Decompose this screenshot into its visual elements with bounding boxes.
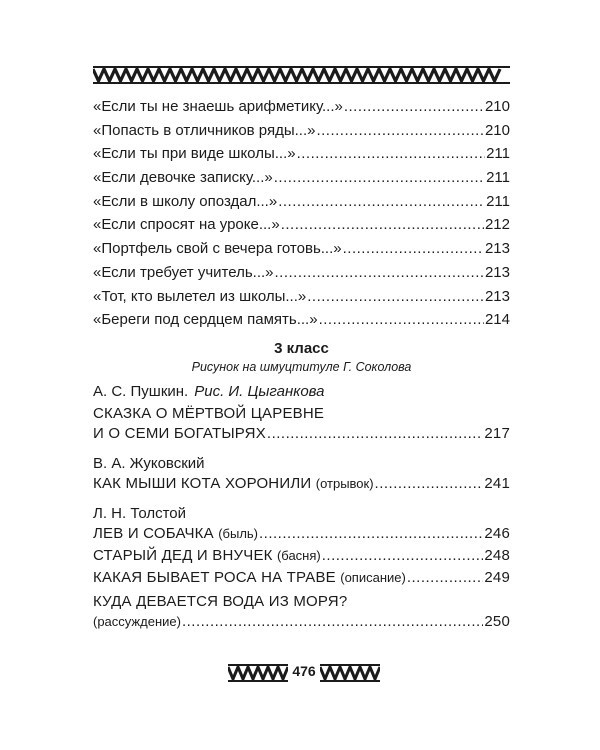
leader-dots — [297, 145, 486, 162]
toc-entry[interactable]: «Тот, кто вылетел из школы...» ..... 213 — [93, 288, 510, 312]
toc-entry[interactable]: КАКАЯ БЫВАЕТ РОСА НА ТРАВЕ (описание) ..... 249 — [93, 569, 510, 591]
leader-dots — [407, 569, 484, 586]
leader-dots — [182, 613, 483, 630]
toc-section-a — [93, 98, 510, 335]
footer-ornament-right-icon — [320, 664, 380, 682]
author-name: А. С. Пушкин. — [93, 383, 189, 400]
leader-dots — [375, 475, 484, 492]
section-heading: 3 класс — [274, 340, 329, 357]
toc-entry[interactable]: «Если ты не знаешь арифметику...» ..... 210 — [93, 98, 510, 122]
leader-dots — [322, 547, 484, 564]
author-line — [93, 453, 510, 475]
toc-section-b — [93, 381, 510, 635]
leader-dots — [274, 169, 485, 186]
leader-dots — [278, 193, 485, 210]
zigzag-ornament-icon — [93, 66, 510, 84]
leader-dots — [316, 122, 484, 139]
leader-dots — [281, 216, 484, 233]
leader-dots — [319, 311, 484, 328]
toc-entry[interactable]: «Портфель свой с вечера готовь...» ..... 213 — [93, 240, 510, 264]
author-name: В. А. Жуковский — [93, 455, 205, 472]
toc-entry[interactable]: «Береги под сердцем память...» ..... 214 — [93, 311, 510, 335]
top-ornament — [93, 66, 510, 84]
author-line — [93, 381, 510, 403]
toc-entry[interactable]: «Если требует учитель...» ..... 213 — [93, 264, 510, 288]
toc-entry[interactable]: «Если спросят на уроке...» ..... 212 — [93, 216, 510, 240]
page-footer — [0, 661, 600, 685]
leader-dots — [259, 525, 483, 542]
page-number: 476 — [292, 663, 316, 679]
leader-dots — [343, 240, 484, 257]
author-name: Л. Н. Толстой — [93, 505, 187, 522]
toc-entry-title-line[interactable]: СКАЗКА О МЁРТВОЙ ЦАРЕВНЕ — [93, 405, 325, 422]
leader-dots — [267, 425, 483, 442]
toc-entry[interactable]: «Попасть в отличников ряды...» ..... 210 — [93, 122, 510, 146]
leader-dots — [307, 288, 484, 305]
section-subheading: Рисунок на шмуцтитуле Г. Соколова — [191, 360, 412, 374]
toc-entry-title-line[interactable]: КУДА ДЕВАЕТСЯ ВОДА ИЗ МОРЯ? — [93, 593, 348, 610]
toc-entry[interactable]: «Если девочке записку...» ..... 211 — [93, 169, 510, 193]
toc-entry[interactable]: (рассуждение) ..... 250 — [93, 613, 510, 635]
author-line — [93, 503, 510, 525]
footer-ornament-left-icon — [228, 664, 288, 682]
toc-entry[interactable]: КАК МЫШИ КОТА ХОРОНИЛИ (отрывок) ..... 241 — [93, 475, 510, 497]
toc-entry[interactable]: И О СЕМИ БОГАТЫРЯХ ..... 217 — [93, 425, 510, 447]
toc-entry[interactable]: ЛЕВ И СОБАЧКА (быль) ..... 246 — [93, 525, 510, 547]
toc-entry[interactable]: «Если ты при виде школы...» ..... 211 — [93, 145, 510, 169]
toc-entry[interactable]: СТАРЫЙ ДЕД И ВНУЧЕК (басня) ..... 248 — [93, 547, 510, 569]
toc-entry[interactable]: «Если в школу опоздал...» ..... 211 — [93, 193, 510, 217]
leader-dots — [344, 98, 484, 115]
illustrator-credit: Рис. И. Цыганкова — [194, 383, 325, 400]
leader-dots — [275, 264, 484, 281]
